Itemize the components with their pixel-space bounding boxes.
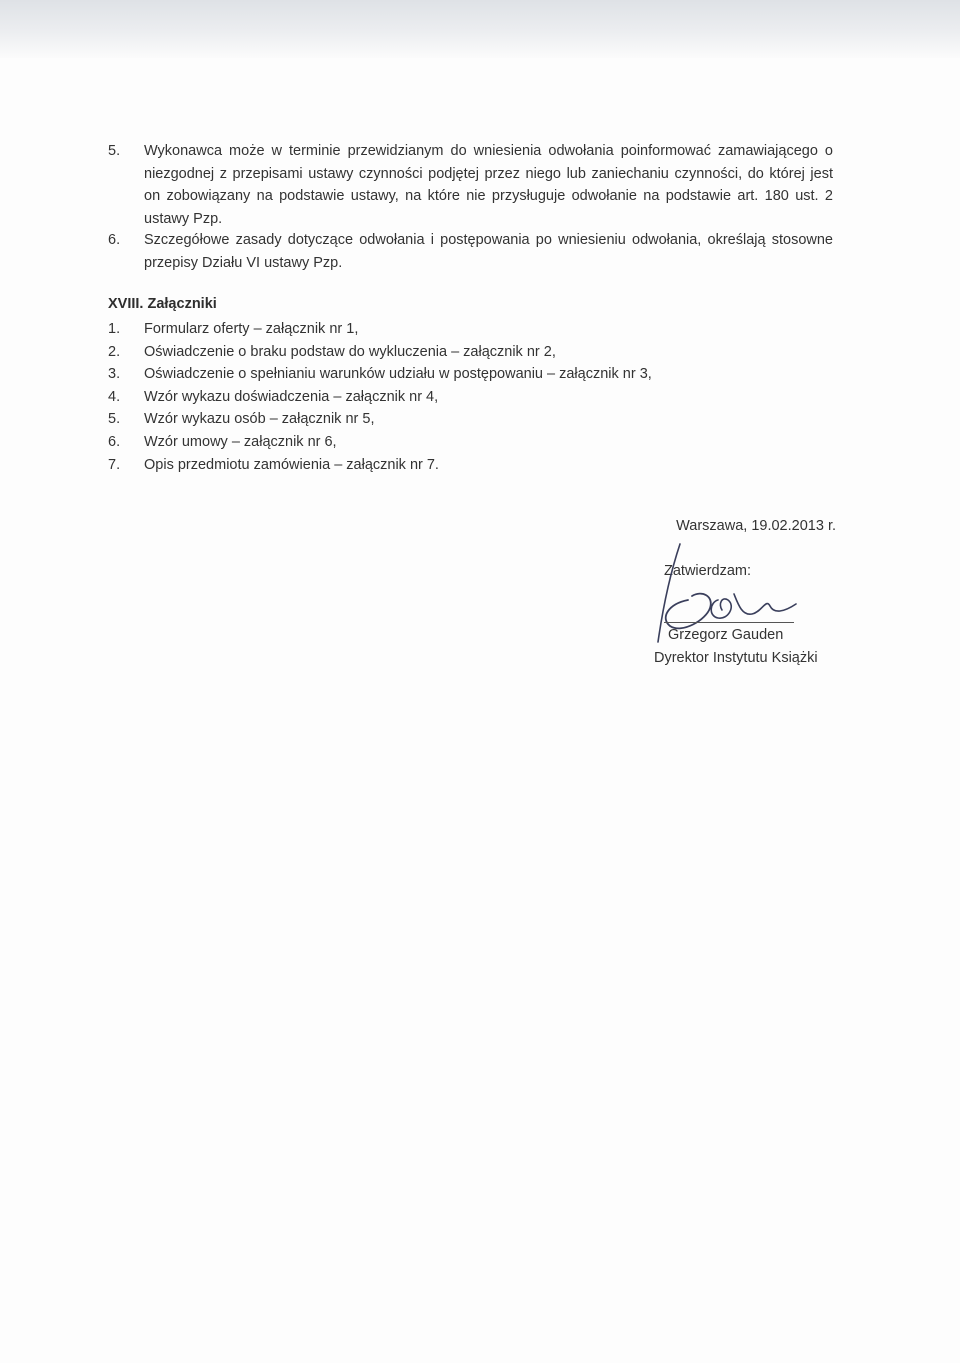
signer-role: Dyrektor Instytutu Książki <box>654 650 818 666</box>
list-item <box>108 408 808 431</box>
attachments-list <box>108 318 808 476</box>
list-item <box>108 431 808 454</box>
list-item-label: Opis przedmiotu zamówienia – załącznik nr 7. <box>144 456 439 473</box>
list-item <box>108 341 808 364</box>
list-item-label: Oświadczenie o braku podstaw do wykluczenia – załącznik nr 2, <box>144 343 556 360</box>
list-item-number: 3. <box>108 366 121 383</box>
list-item-label: Wzór wykazu osób – załącznik nr 5, <box>144 411 375 428</box>
paragraph-number: 6. <box>108 232 121 248</box>
list-item-number: 4. <box>108 388 121 405</box>
scan-edge-shadow <box>0 0 960 58</box>
section-title: XVIII. Załączniki <box>108 296 217 312</box>
list-item <box>108 363 808 386</box>
paragraph-5 <box>108 140 833 230</box>
list-item-label: Wzór umowy – załącznik nr 6, <box>144 433 337 450</box>
list-item-number: 5. <box>108 411 121 428</box>
paragraph-6 <box>108 229 833 274</box>
list-item-label: Wzór wykazu doświadczenia – załącznik nr 4, <box>144 388 439 405</box>
list-item-number: 7. <box>108 456 121 473</box>
list-item <box>108 318 808 341</box>
list-item <box>108 454 808 477</box>
approval-label: Zatwierdzam: <box>664 563 752 579</box>
paragraph-number: 5. <box>108 143 121 159</box>
paragraph-text: Wykonawca może w terminie przewidzianym do wniesienia odwołania poinformować zamawiającego o niezgodnej z przepisami ustawy czynności podjętej przez niego lub zaniechaniu czynności, do której jest on zobowiązany na podstawie ustawy, na które nie przysługuje odwołanie na podstawie art. 180 ust. 2 ustawy Pzp. <box>144 143 833 227</box>
signer-name: Grzegorz Gauden <box>668 627 784 643</box>
place-date: Warszawa, 19.02.2013 r. <box>676 518 836 534</box>
list-item-label: Oświadczenie o spełnianiu warunków udziału w postępowaniu – załącznik nr 3, <box>144 366 652 383</box>
list-item-label: Formularz oferty – załącznik nr 1, <box>144 321 359 337</box>
signature-block <box>576 518 836 683</box>
paragraph-text: Szczegółowe zasady dotyczące odwołania i postępowania po wniesieniu odwołania, określają stosowne przepisy Działu VI ustawy Pzp. <box>144 232 833 271</box>
signature-line <box>664 622 794 623</box>
list-item-number: 6. <box>108 433 121 450</box>
list-item-number: 1. <box>108 321 121 337</box>
list-item <box>108 386 808 409</box>
list-item-number: 2. <box>108 343 121 360</box>
